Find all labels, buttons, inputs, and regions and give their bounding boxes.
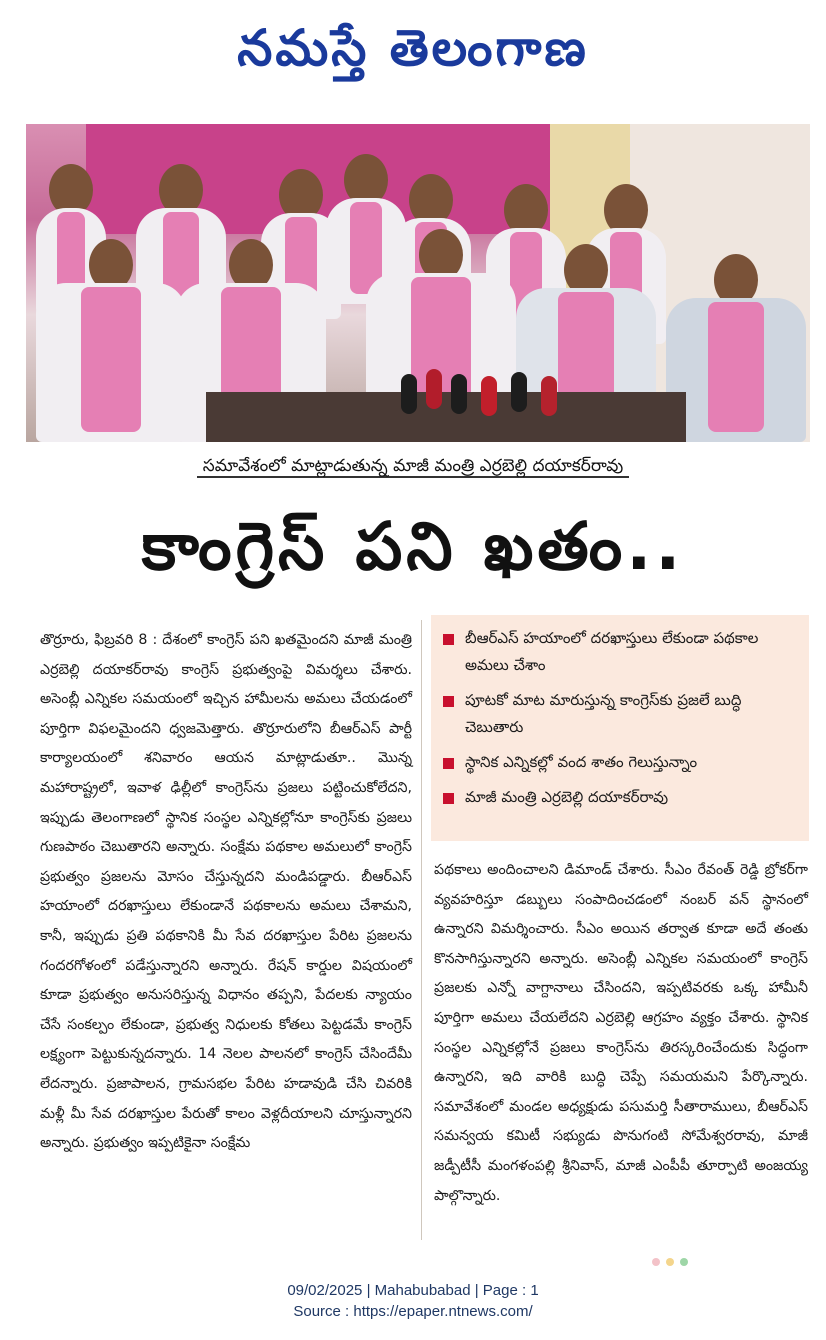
highlight-text: మాజీ మంత్రి ఎర్రబెల్లి దయాకర్‌రావు xyxy=(465,788,669,806)
article-left-column: తొర్రూరు, ఫిబ్రవరి 8 : దేశంలో కాంగ్రెస్‌ పని ఖతమైందని మాజీ మంత్రి ఎర్రబెల్లి దయాకర్‌రావు కాంగ్రెస్‌ ప్రభుత్వంపై విమర్శలు చేశారు. అసెంబ్లీ ఎన్నికల సమయంలో ఇచ్చిన హామీలను అమలు చేయడంలో పూర్తిగా విఫలమైందని ధ్వజమెత్తారు. తొర్రూరులోని బీఆర్‌ఎస్‌ పార్టీ కార్యాలయంలో శనివారం ఆయన మాట్లాడుతూ.. మొన్న మహారాష్ట్రలో, ఇవాళ ఢిల్లీలో కాంగ్రెస్‌ను ప్రజలు పట్టించుకోలేదని, ఇప్పుడు తెలంగాణలో స్థానిక సంస్థల ఎన్నికల్లోనూ కాంగ్రెస్‌కు ప్రజలు గుణపాఠం చెబుతారని అన్నారు. సంక్షేమ పథకాల అమలులో కాంగ్రెస్‌ ప్రభుత్వం ప్రజలను మోసం చేస్తున్నదని మండిపడ్డారు. బీఆర్‌ఎస్‌ హయాంలో దరఖాస్తులు లేకుండానే పథకాలను అమలు చేశామని, కానీ, ఇప్పుడు ప్రతి పథకానికి మీ సేవ దరఖాస్తుల పేరిట ప్రజలను గందరగోళంలో పడేస్తున్నారని అన్నారు. రేషన్‌ కార్డుల విషయంలో కూడా ప్రభుత్వం అనుసరిస్తున్న విధానం తప్పని, పేదలకు న్యాయం చేసే సంకల్పం లేకుండా, ప్రభుత్వ నిధులకు కోతలు పెట్టడమే కాంగ్రెస్‌ లక్ష్యంగా పెట్టుకున్నదన్నారు. 14 నెలల పాలనలో కాంగ్రెస్‌ చేసిందేమీ లేదన్నారు. ప్రజాపాలన, గ్రామసభల పేరిట హడావుడి చేసి చివరికి మళ్లీ మీ సేవ దరఖాస్తుల పేరుతో కాలం వెళ్లదీయాలని చూస్తున్నారని అన్నారు. ప్రభుత్వం ఇప్పటికైనా సంక్షేమ xyxy=(40,632,412,1152)
microphone xyxy=(451,374,467,414)
highlight-text: బీఆర్‌ఎస్‌ హయాంలో దరఖాస్తులు లేకుండా పథకాల అమలు చేశాం xyxy=(465,629,759,674)
highlight-item xyxy=(443,625,795,679)
column-divider xyxy=(421,620,422,1240)
highlight-text: స్థానిక ఎన్నికల్లో వంద శాతం గెలుస్తున్నాం xyxy=(465,753,698,771)
photo-person xyxy=(36,239,186,442)
photo-caption xyxy=(0,456,826,480)
footer-edition-info: 09/02/2025 | Mahabubabad | Page : 1 xyxy=(287,1282,539,1299)
microphone xyxy=(541,376,557,416)
photo-table xyxy=(206,392,686,442)
bullet-icon xyxy=(443,634,454,645)
bullet-icon xyxy=(443,696,454,707)
microphone xyxy=(511,372,527,412)
highlight-text: పూటకో మాట మారుస్తున్న కాంగ్రెస్‌కు ప్రజలే బుద్ధి చెబుతారు xyxy=(465,691,742,736)
highlight-item xyxy=(443,749,795,776)
highlight-item xyxy=(443,784,795,811)
article-right-column: పథకాలు అందించాలని డిమాండ్‌ చేశారు. సీఎం రేవంత్‌ రెడ్డి బ్రోకర్‌గా వ్యవహరిస్తూ డబ్బులు సంపాదించడంలో నంబర్‌ వన్‌ స్థానంలో ఉన్నారని విమర్శించారు. సీఎం అయిన తర్వాత కూడా అదే తంతు కొనసాగిస్తున్నారని అన్నారు. అసెంబ్లీ ఎన్నికల సమయంలో కాంగ్రెస్‌ ప్రజలకు ఎన్నో వాగ్దానాలు చేసిందని, ఇప్పటివరకు ఒక్క హామీనీ పూర్తిగా అమలు చేయలేదని ఎర్రబెల్లి ఆగ్రహం వ్యక్తం చేశారు. స్థానిక సంస్థల ఎన్నికల్లోనే ప్రజలు కాంగ్రెస్‌ను తిరస్కరించేందుకు సిద్ధంగా ఉన్నారని, ఇది వారికి బుద్ధి చెప్పే సమయమని పేర్కొన్నారు. సమావేశంలో మండల అధ్యక్షుడు పసుమర్తి సీతారాములు, బీఆర్‌ఎస్‌ సమన్వయ కమిటీ సభ్యుడు పొనుగంటి సోమేశ్వరరావు, మాజీ జడ్పీటీసీ మంగళంపల్లి శ్రీనివాస్‌, మాజీ ఎంపీపీ తూర్పాటి అంజయ్య పాల్గొన్నారు. xyxy=(434,862,808,1204)
photo-person xyxy=(666,254,806,442)
bullet-icon xyxy=(443,758,454,769)
footer-source-link[interactable]: Source : https://epaper.ntnews.com/ xyxy=(293,1303,533,1320)
newspaper-masthead: నమస్తే తెలంగాణ xyxy=(237,19,589,77)
news-photo xyxy=(26,124,810,442)
bullet-icon xyxy=(443,793,454,804)
microphone xyxy=(481,376,497,416)
highlight-item xyxy=(443,687,795,741)
page-footer xyxy=(0,1280,826,1322)
highlights-box xyxy=(431,615,809,841)
photo-caption-text: సమావేశంలో మాట్లాడుతున్న మాజీ మంత్రి ఎర్రబెల్లి దయాకర్‌రావు xyxy=(197,456,629,478)
article-headline: కాంగ్రెస్‌ పని ఖతం.. xyxy=(141,508,685,585)
end-mark-dots xyxy=(652,1251,712,1261)
microphone xyxy=(401,374,417,414)
microphone xyxy=(426,369,442,409)
